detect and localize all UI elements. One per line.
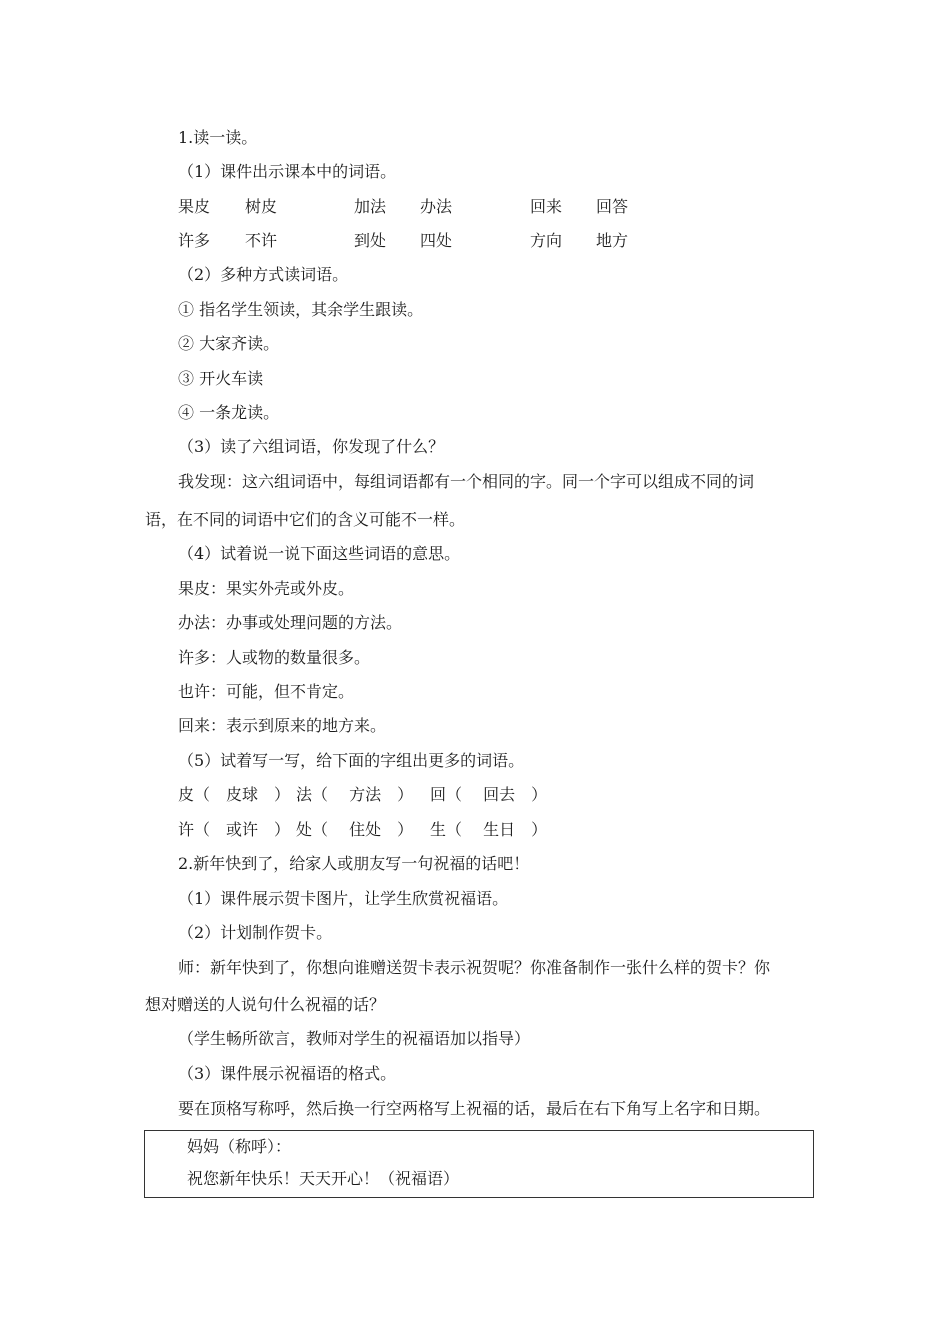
word-cell: 地方 <box>596 231 629 250</box>
word-cell: 许多 <box>178 231 211 250</box>
word-cell: 四处 <box>420 231 453 250</box>
fill-cell: 回（ 回去 ） <box>430 785 548 804</box>
definition-line: 许多：人或物的数量很多。 <box>178 648 371 667</box>
paragraph-line: 想对赠送的人说句什么祝福的话？ <box>145 995 386 1014</box>
list-item: ① 指名学生领读，其余学生跟读。 <box>178 300 424 319</box>
word-cell: 回答 <box>596 197 629 216</box>
step-5-text: （5）试着写一写，给下面的字组出更多的词语。 <box>178 751 525 770</box>
note-text: （学生畅所欲言，教师对学生的祝福语加以指导） <box>178 1029 531 1048</box>
greeting-card-example <box>144 1130 814 1198</box>
step-4-text: （4）试着说一说下面这些词语的意思。 <box>178 544 461 563</box>
card-greeting: 妈妈（称呼）： <box>187 1137 292 1156</box>
list-item: ② 大家齐读。 <box>178 334 280 353</box>
list-item: ③ 开火车读 <box>178 369 264 388</box>
definition-line: 也许：可能，但不肯定。 <box>178 682 355 701</box>
step-3-text: （3）课件展示祝福语的格式。 <box>178 1064 397 1083</box>
word-cell: 办法 <box>420 197 453 216</box>
fill-cell: 法（ 方法 ） <box>296 785 414 804</box>
paragraph-line: 师：新年快到了，你想向谁赠送贺卡表示祝贺呢？你准备制作一张什么样的贺卡？你 <box>178 958 771 977</box>
definition-line: 回来：表示到原来的地方来。 <box>178 716 387 735</box>
paragraph-line: 要在顶格写称呼，然后换一行空两格写上祝福的话，最后在右下角写上名字和日期。 <box>178 1099 771 1118</box>
fill-cell: 皮（ 皮球 ） <box>178 785 291 804</box>
list-item: ④ 一条龙读。 <box>178 403 280 422</box>
section-1-heading: 1.读一读。 <box>178 128 258 147</box>
paragraph-line: 我发现：这六组词语中，每组词语都有一个相同的字。同一个字可以组成不同的词 <box>178 472 755 491</box>
word-cell: 树皮 <box>245 197 278 216</box>
step-2-text: （2）计划制作贺卡。 <box>178 923 333 942</box>
definition-line: 办法：办事或处理问题的方法。 <box>178 613 403 632</box>
word-cell: 不许 <box>245 231 278 250</box>
fill-cell: 生（ 生日 ） <box>430 820 548 839</box>
step-1-text: （1）课件出示课本中的词语。 <box>178 162 397 181</box>
section-2-heading: 2.新年快到了，给家人或朋友写一句祝福的话吧！ <box>178 854 530 873</box>
paragraph-line: 语，在不同的词语中它们的含义可能不一样。 <box>145 510 466 529</box>
step-1-text: （1）课件展示贺卡图片，让学生欣赏祝福语。 <box>178 889 509 908</box>
word-cell: 回来 <box>530 197 563 216</box>
word-cell: 方向 <box>530 231 563 250</box>
step-2-text: （2）多种方式读词语。 <box>178 265 349 284</box>
card-wish: 祝您新年快乐！天天开心！（祝福语） <box>187 1169 460 1188</box>
word-cell: 加法 <box>354 197 387 216</box>
fill-cell: 处（ 住处 ） <box>296 820 414 839</box>
word-cell: 到处 <box>354 231 387 250</box>
definition-line: 果皮：果实外壳或外皮。 <box>178 579 355 598</box>
step-3-text: （3）读了六组词语，你发现了什么？ <box>178 437 445 456</box>
fill-cell: 许（ 或许 ） <box>178 820 291 839</box>
word-cell: 果皮 <box>178 197 211 216</box>
